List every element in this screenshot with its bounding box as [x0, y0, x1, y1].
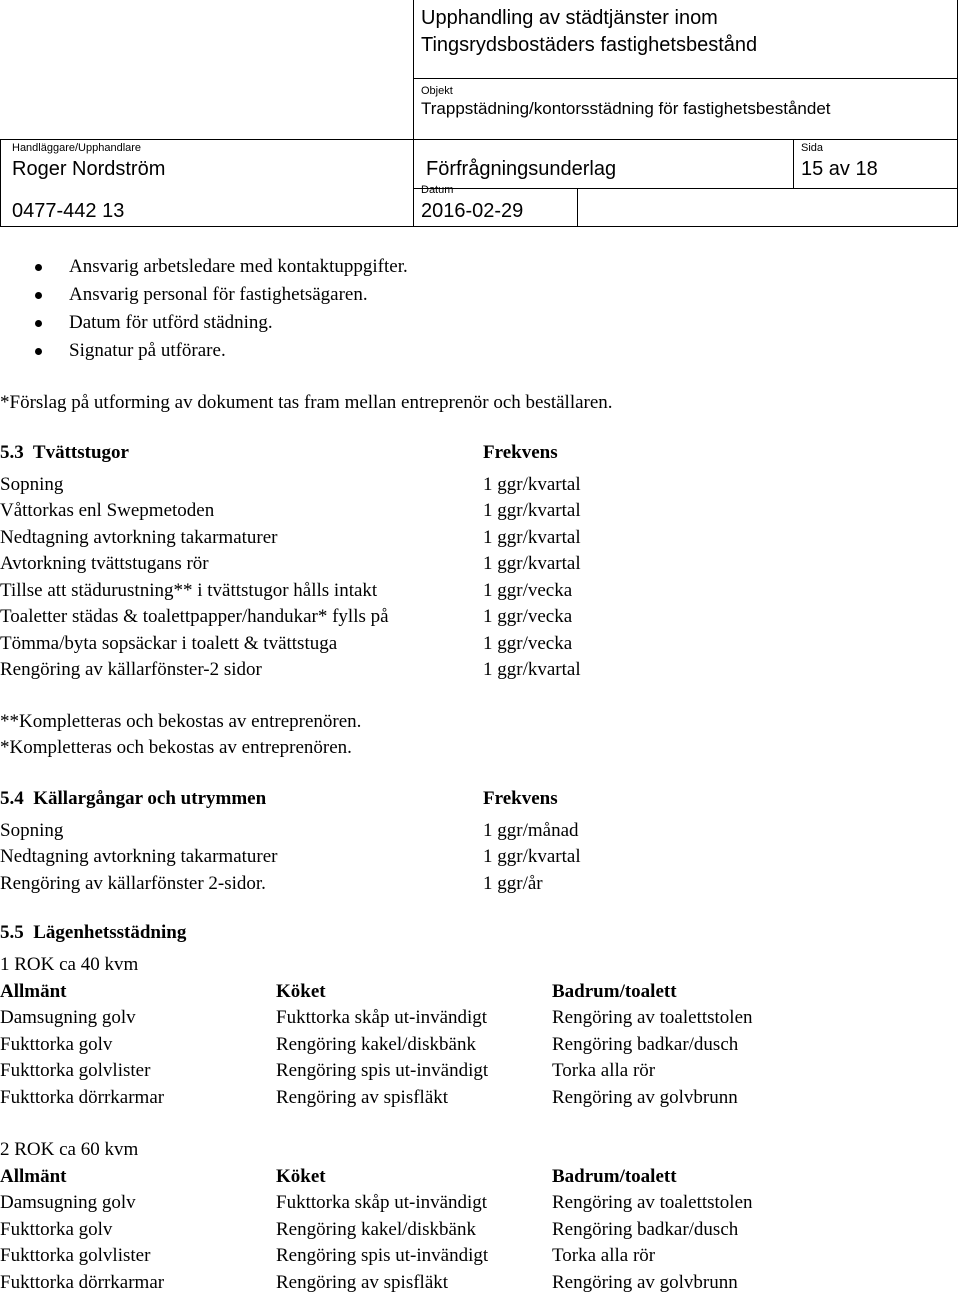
cleaning-task: Rengöring av spisfläkt — [276, 1272, 449, 1293]
header-line-right-vertical-top — [957, 0, 958, 140]
task-label: Rengöring av källarfönster-2 sidor — [0, 659, 262, 680]
task-frequency: 1 ggr/kvartal — [483, 553, 581, 574]
apartment-type-title: 1 ROK ca 40 kvm — [0, 954, 139, 975]
bullet-item: Datum för utförd städning. — [69, 312, 273, 333]
task-frequency: 1 ggr/månad — [483, 820, 579, 841]
task-frequency: 1 ggr/kvartal — [483, 659, 581, 680]
section-heading: 5.3 Tvättstugor — [0, 442, 129, 463]
task-label: Sopning — [0, 820, 64, 841]
cleaning-task: Rengöring spis ut-invändigt — [276, 1060, 489, 1081]
doc-type: Förfrågningsunderlag — [426, 158, 617, 180]
bullet-dot — [35, 292, 42, 299]
task-label: Tömma/byta sopsäckar i toalett & tvättstuga — [0, 633, 338, 654]
bullet-dot — [35, 320, 42, 327]
column-header-kitchen: Köket — [276, 1166, 326, 1187]
page-caption: Sida — [801, 142, 824, 154]
task-label: Toaletter städas & toalettpapper/handukar* fylls på — [0, 606, 389, 627]
cleaning-task: Fukttorka golvlister — [0, 1060, 151, 1081]
bullet-dot — [35, 264, 42, 271]
cleaning-task: Rengöring av golvbrunn — [552, 1272, 738, 1293]
task-label: Nedtagning avtorkning takarmaturer — [0, 527, 278, 548]
cleaning-task: Fukttorka dörrkarmar — [0, 1272, 165, 1293]
object-value: Trappstädning/kontorsstädning för fastighetsbeståndet — [421, 99, 831, 118]
section-heading: 5.5 Lägenhetsstädning — [0, 922, 187, 943]
cleaning-task: Torka alla rör — [552, 1245, 656, 1266]
cleaning-task: Rengöring av golvbrunn — [552, 1087, 738, 1108]
task-frequency: 1 ggr/år — [483, 873, 543, 894]
object-caption: Objekt — [421, 85, 453, 97]
task-label: Avtorkning tvättstugans rör — [0, 553, 209, 574]
cleaning-task: Fukttorka golvlister — [0, 1245, 151, 1266]
cleaning-task: Fukttorka golv — [0, 1219, 113, 1240]
cleaning-task: Damsugning golv — [0, 1192, 136, 1213]
header-line-col2 — [793, 139, 794, 189]
cleaning-task: Rengöring badkar/dusch — [552, 1034, 739, 1055]
date-value: 2016-02-29 — [421, 200, 524, 222]
footnote: *Kompletteras och bekostas av entreprenören. — [0, 737, 352, 758]
cleaning-task: Fukttorka dörrkarmar — [0, 1087, 165, 1108]
bullet-item: Ansvarig arbetsledare med kontaktuppgifter. — [69, 256, 408, 277]
header-line-left-edge — [0, 139, 1, 227]
task-frequency: 1 ggr/vecka — [483, 633, 573, 654]
cleaning-task: Fukttorka skåp ut-invändigt — [276, 1007, 488, 1028]
cleaning-task: Rengöring av toalettstolen — [552, 1007, 753, 1028]
cleaning-task: Fukttorka skåp ut-invändigt — [276, 1192, 488, 1213]
apartment-type-title: 2 ROK ca 60 kvm — [0, 1139, 139, 1160]
header-line-date-divider — [577, 188, 578, 227]
cleaning-task: Rengöring av toalettstolen — [552, 1192, 753, 1213]
cleaning-task: Torka alla rör — [552, 1060, 656, 1081]
cleaning-task: Rengöring kakel/diskbänk — [276, 1034, 476, 1055]
header-title-line2: Tingsrydsbostäders fastighetsbestånd — [421, 34, 758, 56]
document-header — [0, 0, 960, 228]
header-line-left-vertical-top — [413, 0, 414, 140]
task-frequency: 1 ggr/kvartal — [483, 846, 581, 867]
task-frequency: 1 ggr/kvartal — [483, 500, 581, 521]
header-title-line1: Upphandling av städtjänster inom — [421, 7, 718, 29]
task-frequency: 1 ggr/kvartal — [483, 527, 581, 548]
bullet-item: Signatur på utförare. — [69, 340, 226, 361]
column-header-kitchen: Köket — [276, 981, 326, 1002]
handler-name: Roger Nordström — [12, 158, 166, 180]
column-header-bathroom: Badrum/toalett — [552, 981, 677, 1002]
frequency-heading: Frekvens — [483, 788, 558, 809]
cleaning-task: Rengöring badkar/dusch — [552, 1219, 739, 1240]
column-header-general: Allmänt — [0, 981, 67, 1002]
proposal-note: *Förslag på utforming av dokument tas fram mellan entreprenör och beställaren. — [0, 392, 613, 413]
page-value: 15 av 18 — [801, 158, 878, 180]
task-label: Sopning — [0, 474, 64, 495]
section-heading: 5.4 Källargångar och utrymmen — [0, 788, 267, 809]
cleaning-task: Rengöring av spisfläkt — [276, 1087, 449, 1108]
task-label: Våttorkas enl Swepmetoden — [0, 500, 215, 521]
task-frequency: 1 ggr/vecka — [483, 606, 573, 627]
date-caption: Datum — [421, 184, 454, 196]
header-line-bottom — [0, 226, 958, 227]
cleaning-task: Rengöring spis ut-invändigt — [276, 1245, 489, 1266]
column-header-bathroom: Badrum/toalett — [552, 1166, 677, 1187]
header-line-mid — [0, 139, 958, 140]
bullet-item: Ansvarig personal för fastighetsägaren. — [69, 284, 368, 305]
task-frequency: 1 ggr/vecka — [483, 580, 573, 601]
header-line-date-top — [413, 188, 958, 189]
phone-number: 0477-442 13 — [12, 200, 125, 222]
cleaning-task: Fukttorka golv — [0, 1034, 113, 1055]
cleaning-task: Damsugning golv — [0, 1007, 136, 1028]
task-label: Nedtagning avtorkning takarmaturer — [0, 846, 278, 867]
cleaning-task: Rengöring kakel/diskbänk — [276, 1219, 476, 1240]
header-line-right-edge — [957, 139, 958, 227]
column-header-general: Allmänt — [0, 1166, 67, 1187]
task-label: Rengöring av källarfönster 2-sidor. — [0, 873, 266, 894]
header-line-object — [413, 78, 958, 79]
frequency-heading: Frekvens — [483, 442, 558, 463]
footnote: **Kompletteras och bekostas av entreprenören. — [0, 711, 362, 732]
task-frequency: 1 ggr/kvartal — [483, 474, 581, 495]
task-label: Tillse att städurustning** i tvättstugor hålls intakt — [0, 580, 378, 601]
bullet-dot — [35, 348, 42, 355]
header-line-col1 — [413, 139, 414, 227]
handler-caption: Handläggare/Upphandlare — [12, 142, 142, 154]
